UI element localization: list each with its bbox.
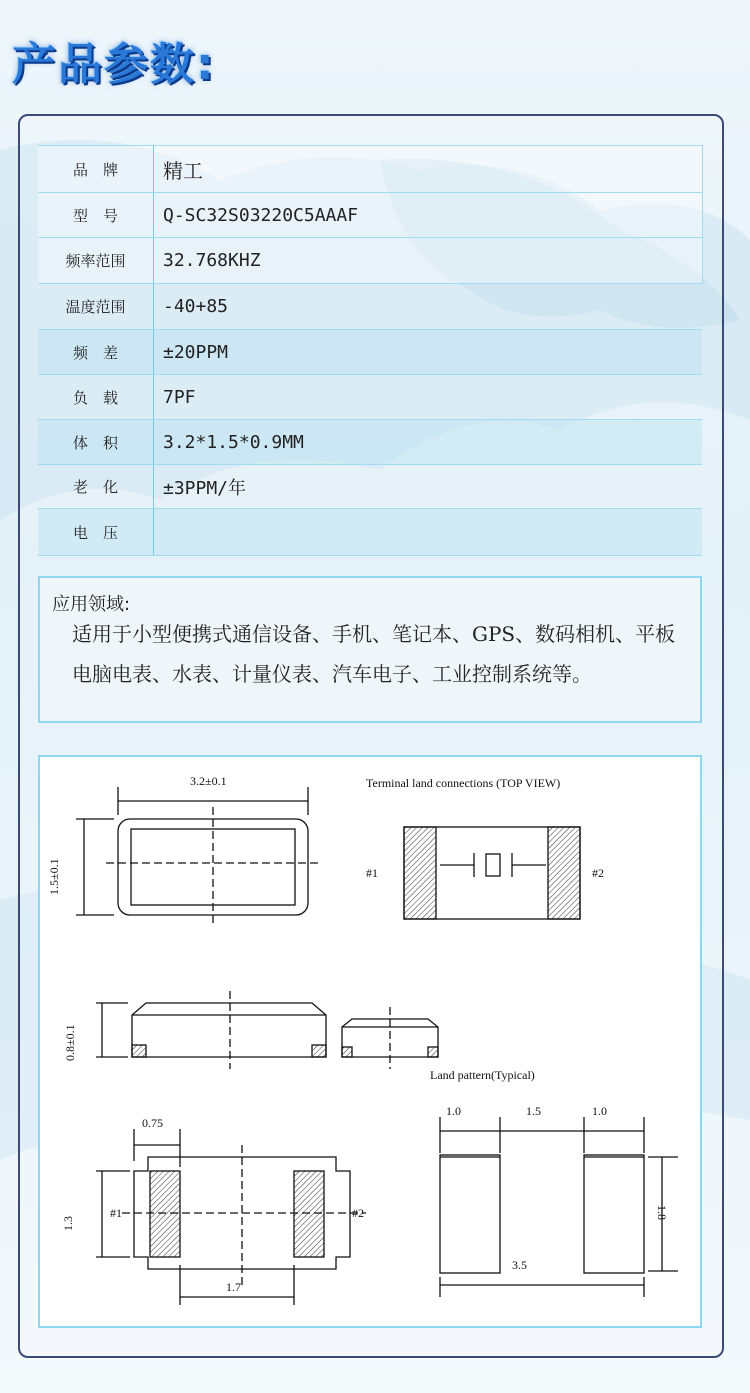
dim-label: 1.8 (655, 1205, 669, 1220)
dim-label: 0.75 (142, 1116, 163, 1130)
spec-row (38, 420, 702, 465)
terminal-title: Terminal land connections (TOP VIEW) (366, 776, 561, 790)
spec-value: 精工 (154, 146, 703, 193)
dim-label: 1.0 (446, 1104, 461, 1118)
spec-label: 电 压 (38, 509, 154, 556)
spec-label: 型 号 (38, 193, 154, 238)
spec-table (38, 145, 703, 556)
land-pad-2 (584, 1155, 644, 1273)
spec-label: 温度范围 (38, 284, 154, 330)
bottom-pad-2 (294, 1171, 324, 1257)
spec-row (38, 146, 702, 193)
pin-label: #2 (592, 866, 604, 880)
dim-label: 3.2±0.1 (190, 774, 227, 788)
dim-label: 1.3 (61, 1216, 75, 1231)
applications-text: 适用于小型便携式通信设备、手机、笔记本、GPS、数码相机、平板电脑电表、水表、计量仪表、汽车电子、工业控制系统等。 (72, 622, 676, 686)
spec-value: -40+85 (154, 284, 703, 330)
spec-value: Q-SC32S03220C5AAAF (154, 193, 703, 238)
dim-label: 3.5 (512, 1258, 527, 1272)
spec-row (38, 465, 702, 509)
spec-value: 32.768KHZ (154, 238, 703, 284)
spec-value: ±3PPM/年 (154, 465, 703, 509)
spec-row (38, 330, 702, 375)
spec-value: 7PF (154, 375, 703, 420)
pin-label: #2 (352, 1206, 364, 1220)
applications-title: 应用领域: (52, 594, 131, 615)
spec-row (38, 509, 702, 556)
land-title: Land pattern(Typical) (430, 1068, 535, 1082)
dim-label: 1.5 (526, 1104, 541, 1118)
land-pad-1 (440, 1155, 500, 1273)
dim-label: 1.5±0.1 (47, 858, 61, 895)
dim-label: 1.7 (226, 1280, 241, 1294)
dim-label: 1.0 (592, 1104, 607, 1118)
spec-label: 负 载 (38, 375, 154, 420)
dimension-drawing (38, 755, 702, 1328)
spec-row (38, 193, 702, 238)
bottom-pad-1 (150, 1171, 180, 1257)
side-view-body (132, 1003, 326, 1057)
crystal-symbol (486, 854, 500, 876)
spec-value: 3.2*1.5*0.9MM (154, 420, 703, 465)
spec-label: 频率范围 (38, 238, 154, 284)
terminal-pad-1 (404, 827, 436, 919)
spec-row (38, 375, 702, 420)
spec-row (38, 284, 702, 330)
dim-label: 0.8±0.1 (63, 1024, 77, 1061)
terminal-pad-2 (548, 827, 580, 919)
spec-value: ±20PPM (154, 330, 703, 375)
spec-label: 频 差 (38, 330, 154, 375)
pin-label: #1 (366, 866, 378, 880)
spec-value (154, 509, 703, 556)
page-title: 产品参数: (12, 39, 216, 90)
pin-label: #1 (110, 1206, 122, 1220)
spec-row (38, 238, 702, 284)
spec-label: 老 化 (38, 465, 154, 509)
applications-box (38, 576, 702, 723)
spec-label: 品 牌 (38, 146, 154, 193)
spec-label: 体 积 (38, 420, 154, 465)
drawing-svg (40, 757, 700, 1326)
